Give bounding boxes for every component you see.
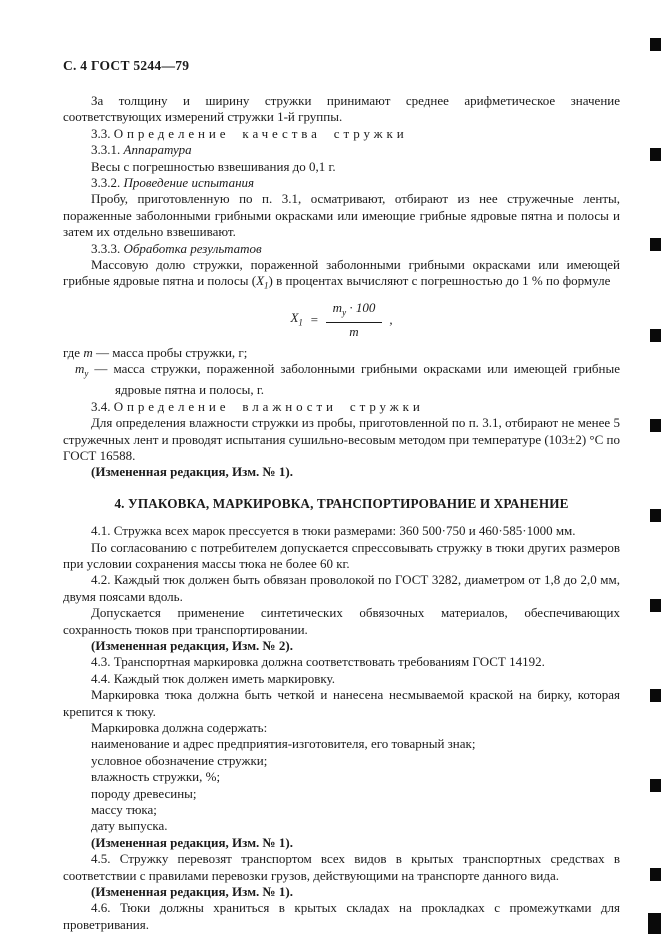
where-clause-m: где m — масса пробы стружки, г; [63, 344, 248, 360]
amendment-note-3: (Измененная редакция, Изм. № 1). [91, 834, 293, 850]
paragraph-4-5: 4.5. Стружку перевозят транспортом всех видов в крытых транспортных средствах в соответствии с правилами перевозки грузов, действующими на транспорте данного вида. [63, 851, 620, 883]
paragraph-4-1-b: По согласованию с потребителем допускается спрессовывать стружку в тюки других размеров при условии сохранения массы тюка не более 60 кг. [63, 539, 620, 571]
variable-m-y: m [75, 361, 85, 377]
heading-title: Определение влажности стружки [113, 398, 424, 414]
paragraph-4-1-a: 4.1. Стружка всех марок прессуется в тюки размерами: 360 500·750 и 460·585·1000 мм. [91, 523, 576, 539]
heading-number: 3.3.2. [91, 175, 121, 191]
heading-3-3 [63, 126, 620, 142]
formula-comma: , [389, 312, 393, 328]
fraction [326, 300, 383, 340]
heading-number: 3.3.3. [91, 240, 121, 256]
paragraph-3-3-3: Массовую долю стружки, пораженной заболонными грибными окрасками или имеющей грибные ядровые пятна и полосы $(X_1)$ в процентах вычисляют с погрешностью до 1 % по формуле [63, 257, 620, 292]
scan-edge-mark [650, 38, 661, 51]
heading-3-3-1 [63, 142, 620, 158]
amendment-note-2: (Измененная редакция, Изм. № 2). [91, 637, 293, 653]
heading-number: 3.3. [91, 125, 111, 141]
marking-list-item-2: условное обозначение стружки; [91, 752, 268, 768]
marking-list-item-6: дату выпуска. [91, 818, 168, 834]
heading-3-3-2 [63, 175, 620, 191]
heading-title: Проведение испытания [123, 175, 255, 191]
paragraph-4-4-b: Маркировка тюка должна быть четкой и нанесена несмываемой краской на бирку, которая крепится к тюку. [63, 687, 620, 719]
heading-3-4 [63, 399, 620, 415]
formula-variable: X [256, 273, 265, 289]
formula-lhs: $X_1$ [290, 310, 303, 328]
scan-edge-mark [648, 913, 661, 934]
paragraph-4-3: 4.3. Транспортная маркировка должна соответствовать требованиям ГОСТ 14192. [91, 654, 545, 670]
page-header: С. 4 ГОСТ 5244—79 [63, 58, 190, 73]
formula-x1 [63, 300, 620, 340]
heading-3-3-3 [63, 241, 620, 257]
paragraph-3-4: Для определения влажности стружки из пробы, приготовленной по п. 3.1, отбирают не менее 5 стружечных лент и проводят испытания сушильно-весовым методом при температуре (103±2) °С по ГОСТ 16588. [63, 415, 620, 463]
amendment-note-1: (Измененная редакция, Изм. № 1). [91, 464, 293, 480]
marking-list-item-3: влажность стружки, %; [91, 769, 221, 785]
heading-number: 3.4. [91, 398, 111, 414]
marking-list-item-5: массу тюка; [91, 802, 157, 818]
scan-edge-mark [650, 599, 661, 612]
paragraph-intro: За толщину и ширину стружки принимают среднее арифметическое значение соответствующих измерений стружки 1-й группы. [63, 93, 620, 125]
scan-edge-mark [650, 329, 661, 342]
variable-m: m [83, 344, 93, 360]
scan-edge-mark [650, 238, 661, 251]
equals-sign: = [309, 312, 319, 328]
scan-edge-mark [650, 689, 661, 702]
paragraph-4-2-a: 4.2. Каждый тюк должен быть обвязан проволокой по ГОСТ 3282, диаметром от 1,8 до 2,0 мм, двумя поясами вдоль. [63, 572, 620, 604]
scan-edge-mark [650, 779, 661, 792]
scan-edge-mark [650, 419, 661, 432]
paragraph-3-3-2: Пробу, приготовленную по п. 3.1, осматривают, отбирают из нее стружечные ленты, пораженные заболонными грибными окрасками или имеющие грибные ядровые пятна и полосы и затем их отдельно взвешивают. [63, 191, 620, 240]
where-clause-my: $m_у$ — масса стружки, пораженной заболонными грибными окрасками или имеющей грибные ядровые пятна и полосы, г. [75, 361, 620, 398]
document-body [63, 93, 620, 933]
paragraph-4-4-a: 4.4. Каждый тюк должен иметь маркировку. [91, 670, 335, 686]
scan-edge-mark [650, 509, 661, 522]
paragraph-3-3-1: Весы с погрешностью взвешивания до 0,1 г. [91, 158, 336, 174]
heading-number: 3.3.1. [91, 142, 121, 158]
paragraph-4-6: 4.6. Тюки должны храниться в крытых складах на прокладках с промежутками для проветривания. [63, 900, 620, 932]
marking-list-item-1: наименование и адрес предприятия-изготовителя, его товарный знак; [91, 736, 476, 752]
scan-edge-mark [650, 148, 661, 161]
marking-list-item-4: породу древесины; [91, 785, 197, 801]
heading-title: Аппаратура [123, 142, 192, 158]
section-4-heading: 4. УПАКОВКА, МАРКИРОВКА, ТРАНСПОРТИРОВАНИЕ И ХРАНЕНИЕ [114, 495, 569, 511]
fraction-numerator: $m_у \cdot 100$ [326, 300, 383, 323]
paragraph-4-2-b: Допускается применение синтетических обвязочных материалов, обеспечивающих сохранность тюков при транспортировании. [63, 605, 620, 637]
heading-title: Определение качества стружки [113, 125, 408, 141]
amendment-note-4: (Измененная редакция, Изм. № 1). [91, 884, 293, 900]
scan-edge-mark [650, 868, 661, 881]
heading-title: Обработка результатов [123, 240, 262, 256]
fraction-denominator: m [349, 324, 359, 340]
paragraph-4-4-c: Маркировка должна содержать: [91, 720, 268, 735]
